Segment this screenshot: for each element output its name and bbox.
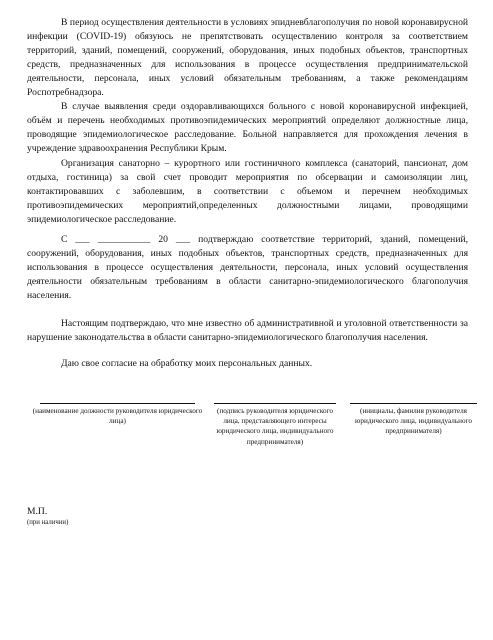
signature-line-signature [214, 403, 336, 404]
caption-initials: (инициалы, фамилия руководителя юридического лица, индивидуального предпринимателя) [355, 407, 472, 436]
paragraph-liability: Настоящим подтверждаю, что мне известно об административной и уголовной ответственности за нарушение законодательства в области санитарно-эпидемиологического благополучия населения. [27, 318, 468, 343]
caption-head-position: (наименование должности руководителя юридического лица) [32, 407, 203, 426]
paragraph-epidemic-control: В период осуществления деятельности в условиях эпидневблагополучия по новой коронавирусной инфекции (COVID-19) обязуюсь не препятствовать осуществлению контроля за соответствием территорий, зданий, помещений, сооружений, оборудования, иных подобных объектов, транспортных средств, предназначенных для использования в процессе осуществления предпринимательской деятельности, персонала, иных условий обязательным требованиям, а также рекомендациям Роспотребнадзора. [27, 17, 468, 98]
paragraph-patient-detection: В случае выявления среди оздоравливающихся больного с новой коронавирусной инфекцией, объём и перечень необходимых противоэпидемических мероприятий определяют должностные лица, проводящие эпидемиологическое расследование. Больной направляется для прохождения лечения в учреждение здравоохранения Республики Крым. [27, 101, 468, 154]
signature-line-position [40, 403, 195, 404]
stamp-label: М.П. [27, 506, 48, 517]
paragraph-observation-isolation: Организация санаторно – курортного или гостиничного комплекса (санаторий, пансионат, дом отдыха, гостиница) за свой счет проводит мероприятия по обсервации и самоизоляции лиц, контактировавших с заболевшим, в соответствии с объемом и перечнем необходимых противоэпидемических мероприятий,определенных должностными лицами, проводящими эпидемиологическое расследование. [27, 158, 468, 225]
stamp-note: (при наличии) [27, 519, 69, 526]
paragraph-personal-data-consent: Даю свое согласие на обработку моих персональных данных. [61, 358, 313, 369]
caption-signature: (подпись руководителя юридического лица, представляющего интересы юридического лица, индивидуального предпринимателя) [216, 407, 334, 446]
paragraph-compliance-date: С ___ ___________ 20 ___ подтверждаю соответствие территорий, зданий, помещений, сооружений, оборудования, иных подобных объектов, транспортных средств, предназначенных для использования в процессе осуществления деятельности, персонала, иных условий осуществления деятельности обязательным требованиям в области санитарно-эпидемиологического благополучия населения. [27, 234, 468, 301]
signature-line-initials [350, 403, 477, 404]
